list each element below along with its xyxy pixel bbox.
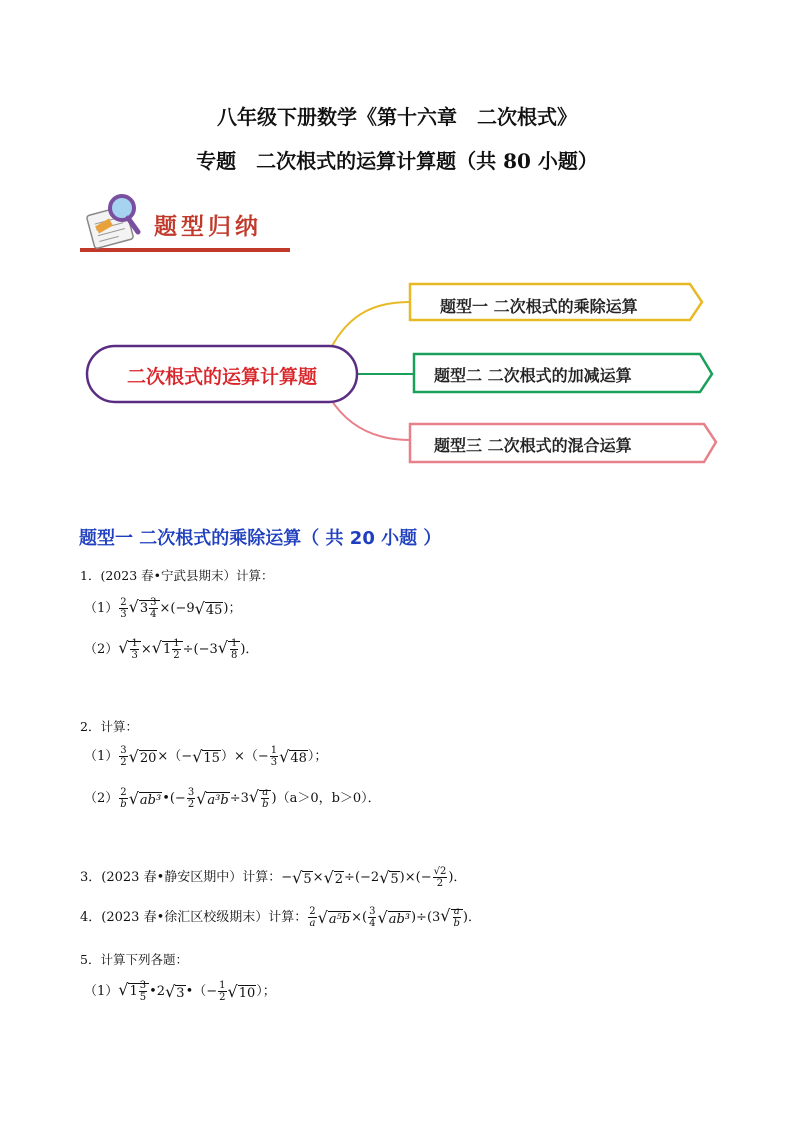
problem-3: 3．(2023 春•静安区期中）计算：−√5×√2÷(−2√5)×(− $\frac{√2}{2}$ )． <box>80 866 467 889</box>
problem-1-part-2: （2）√ $\frac{1}{3}$ ×√1 $\frac{1}{2}$ ÷(−3√ $\frac{1}{8}$ )． <box>84 638 259 661</box>
mindmap-branch-1: 题型一 二次根式的乘除运算 <box>440 297 638 316</box>
document-title: 八年级下册数学《第十六章 二次根式》 <box>217 105 577 129</box>
mindmap-branch-2: 题型二 二次根式的加减运算 <box>434 366 632 385</box>
problem-2-part-1: （1） $\frac{3}{2}$ √20×（−√15）×（− $\frac{1}{3}$ √48）； <box>84 745 328 768</box>
badge-label: 题型归纳 <box>154 213 262 240</box>
problem-2-header: 2．计算： <box>80 719 138 734</box>
section-badge <box>80 192 295 254</box>
problem-5-header: 5．计算下列各题： <box>80 952 188 967</box>
document-subtitle: 专题 二次根式的运算计算题（共 80 小题） <box>196 149 598 173</box>
mindmap-center: 二次根式的运算计算题 <box>126 366 317 388</box>
problem-1-part-1: （1） $\frac{2}{3}$ √3 $\frac{3}{4}$ ×(−9√45)； <box>84 597 242 620</box>
problem-2-part-2: （2） $\frac{2}{b}$ √ab³•(− $\frac{3}{2}$ √a³b÷3√ $\frac{a}{b}$ )（a＞0，b＞0）． <box>84 787 381 810</box>
problem-5-part-1: （1）√1 $\frac{3}{5}$ •2√3•（− $\frac{1}{2}$ √10）； <box>84 980 276 1003</box>
problem-4: 4．(2023 春•徐汇区校级期末）计算： $\frac{2}{a}$ √a⁵b×( $\frac{3}{4}$ √ab³)÷(3√ $\frac{a}{b}$ )． <box>80 906 481 929</box>
section-heading: 题型一 二次根式的乘除运算（ 共 20 小题 ） <box>79 528 442 549</box>
mindmap-branch-3: 题型三 二次根式的混合运算 <box>434 436 632 455</box>
problem-1-header: 1．(2023 春•宁武县期末）计算： <box>80 568 274 583</box>
